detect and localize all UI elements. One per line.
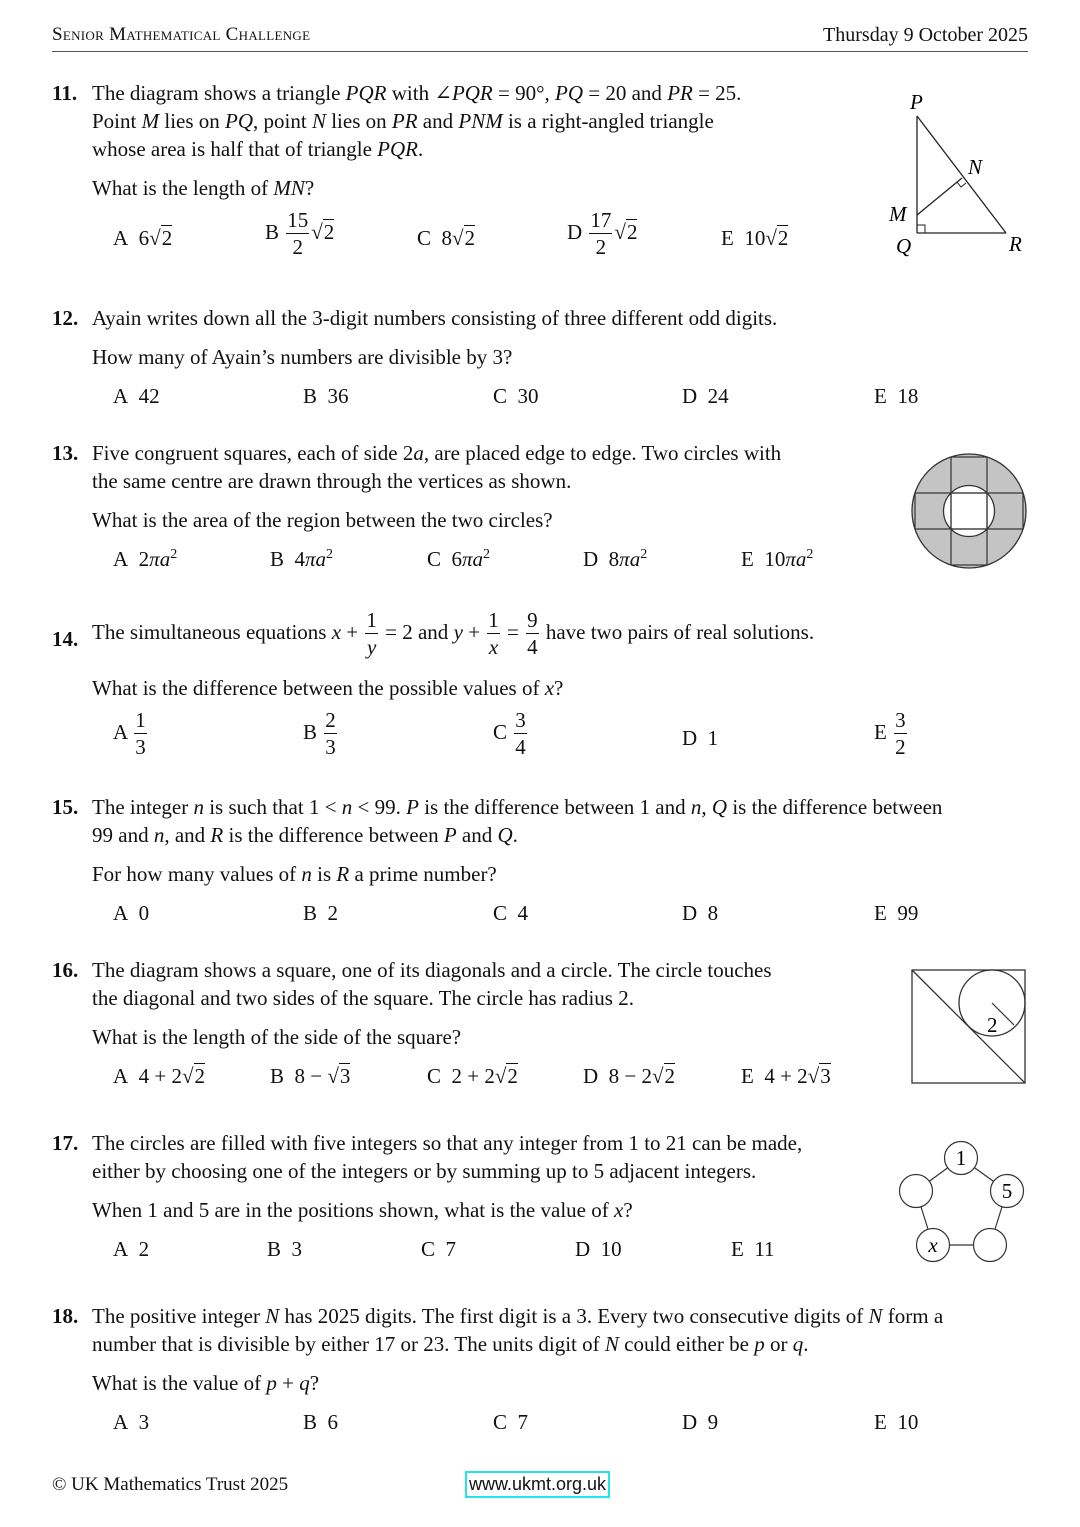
question-text-line: Point M lies on PQ, point N lies on PR and PNM is a right-angled triangle (92, 109, 714, 133)
question-prompt: What is the difference between the possible values of x? (92, 676, 564, 700)
option-c[interactable]: C 8√2 (417, 226, 476, 250)
option-b[interactable]: B $\frac{15}{2}$ √2 (265, 208, 335, 259)
option-c[interactable]: C 2 + 2√2 (427, 1064, 518, 1088)
question-number: 16. (52, 958, 79, 982)
question-text-line: The diagram shows a square, one of its diagonals and a circle. The circle touches (92, 958, 772, 982)
option-c[interactable]: C 7 (493, 1410, 529, 1434)
option-b[interactable]: B $4\pi a^2$ (270, 547, 334, 571)
ukmt-website-link[interactable]: www.ukmt.org.uk (465, 1471, 610, 1498)
question-prompt: What is the value of p + q? (92, 1371, 320, 1395)
option-e[interactable]: E 10 (874, 1410, 919, 1434)
label-m: M (889, 202, 907, 226)
question-number: 11. (52, 81, 78, 105)
question-number: 14. (52, 627, 79, 651)
option-b[interactable]: B 6 (303, 1410, 339, 1434)
question-text-line: 99 and n, and R is the difference between P and Q. (92, 823, 518, 847)
question-text-line: the same centre are drawn through the vertices as shown. (92, 469, 572, 493)
question-text-line: Five congruent squares, each of side 2a, are placed edge to edge. Two circles with (92, 441, 782, 465)
question-text-line: whose area is half that of triangle PQR. (92, 137, 424, 161)
option-b[interactable]: B 8 − √3 (270, 1064, 351, 1088)
question-text-line: The diagram shows a triangle PQR with ∠PQR = 90°, PQ = 20 and PR = 25. (92, 81, 742, 105)
label-n: N (968, 155, 983, 179)
question-text-line: Ayain writes down all the 3-digit numbers consisting of three different odd digits. (92, 306, 778, 330)
label-p: P (910, 90, 923, 114)
option-a[interactable]: A 2 (113, 1237, 150, 1261)
exam-date: Thursday 9 October 2025 (823, 24, 1028, 46)
option-a[interactable]: A 4 + 2√2 (113, 1064, 206, 1088)
question-text-line: number that is divisible by either 17 or 23. The units digit of N could either be p or q. (92, 1332, 809, 1356)
option-e[interactable]: E $10\pi a^2$ (741, 547, 814, 571)
triangle-pqr-diagram (880, 88, 1040, 263)
question-prompt: What is the length of MN? (92, 176, 315, 200)
option-c[interactable]: C $\frac{3}{4}$ (493, 708, 526, 759)
question-text-line: either by choosing one of the integers or by summing up to 5 adjacent integers. (92, 1159, 757, 1183)
option-d[interactable]: D 1 (682, 726, 719, 750)
circle-label-5: 5 (1001, 1179, 1013, 1203)
circle-label-1: 1 (955, 1146, 967, 1170)
option-a[interactable]: A 42 (113, 384, 160, 408)
option-d[interactable]: D 24 (682, 384, 729, 408)
square-circle-diagram (910, 968, 1028, 1086)
option-c[interactable]: C 7 (421, 1237, 457, 1261)
option-c[interactable]: C 4 (493, 901, 529, 925)
option-e[interactable]: E 4 + 2√3 (741, 1064, 831, 1088)
question-number: 12. (52, 306, 79, 330)
question-prompt: When 1 and 5 are in the positions shown, what is the value of x? (92, 1198, 633, 1222)
question-text-line: The positive integer N has 2025 digits. The first digit is a 3. Every two consecutive digits of N form a (92, 1304, 944, 1328)
header-divider (52, 51, 1028, 52)
question-number: 17. (52, 1131, 79, 1155)
option-b[interactable]: B 3 (267, 1237, 303, 1261)
exam-title: Senior Mathematical Challenge (52, 24, 311, 45)
option-d[interactable]: D 8 (682, 901, 719, 925)
circle-label-x: x (928, 1233, 938, 1257)
option-d[interactable]: D $8\pi a^2$ (583, 547, 648, 571)
annulus-squares-diagram (910, 452, 1028, 570)
option-d[interactable]: D 9 (682, 1410, 719, 1434)
question-prompt: What is the area of the region between the two circles? (92, 508, 553, 532)
question-number: 13. (52, 441, 79, 465)
circle-left (900, 1175, 933, 1208)
option-b[interactable]: B 36 (303, 384, 349, 408)
option-a[interactable]: A 3 (113, 1410, 150, 1434)
option-d[interactable]: D 10 (575, 1237, 622, 1261)
question-prompt: What is the length of the side of the square? (92, 1025, 462, 1049)
option-c[interactable]: C $6\pi a^2$ (427, 547, 491, 571)
option-e[interactable]: E $\frac{3}{2}$ (874, 708, 906, 759)
option-e[interactable]: E 99 (874, 901, 919, 925)
option-e[interactable]: E 10√2 (721, 226, 789, 250)
label-q: Q (896, 234, 912, 258)
question-number: 18. (52, 1304, 79, 1328)
question-number: 15. (52, 795, 79, 819)
pentagon-circles-diagram (895, 1140, 1030, 1270)
circle-bottom-right (974, 1229, 1007, 1262)
question-text-line: The simultaneous equations x + $\frac{1}{y}$ = 2 and y + $\frac{1}{x}$ = $\frac{9}{4}$ have two pairs of real solutions. (92, 608, 815, 659)
question-text-line: The integer n is such that 1 < n < 99. P is the difference between 1 and n, Q is the difference between (92, 795, 943, 819)
question-prompt: How many of Ayain’s numbers are divisible by 3? (92, 345, 513, 369)
option-a[interactable]: A 0 (113, 901, 150, 925)
question-prompt: For how many values of n is R a prime number? (92, 862, 497, 886)
option-e[interactable]: E 18 (874, 384, 919, 408)
question-text-line: the diagonal and two sides of the square. The circle has radius 2. (92, 986, 634, 1010)
option-d[interactable]: D 8 − 2√2 (583, 1064, 676, 1088)
copyright-notice: © UK Mathematics Trust 2025 (52, 1474, 289, 1495)
option-a[interactable]: A $\frac{1}{3}$ (113, 708, 146, 759)
label-r: R (1009, 232, 1022, 256)
question-text-line: The circles are filled with five integers so that any integer from 1 to 21 can be made, (92, 1131, 803, 1155)
radius-label: 2 (987, 1013, 998, 1037)
option-b[interactable]: B $\frac{2}{3}$ (303, 708, 336, 759)
option-b[interactable]: B 2 (303, 901, 339, 925)
option-c[interactable]: C 30 (493, 384, 539, 408)
option-e[interactable]: E 11 (731, 1237, 775, 1261)
option-a[interactable]: A $2\pi a^2$ (113, 547, 178, 571)
option-a[interactable]: A 6√2 (113, 226, 173, 250)
option-d[interactable]: D $\frac{17}{2}$ √2 (567, 208, 638, 259)
